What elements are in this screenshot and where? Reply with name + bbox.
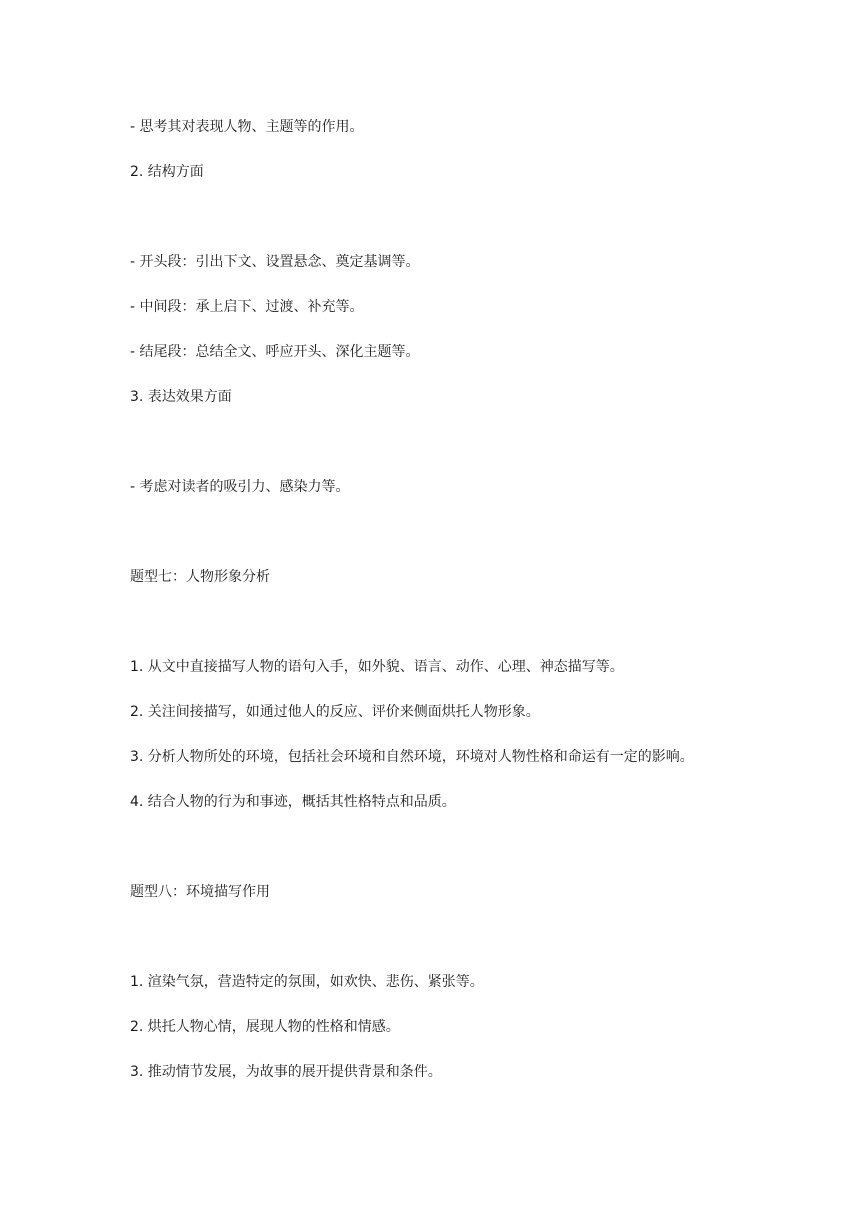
text-line: 1. 从文中直接描写人物的语句入手，如外貌、语言、动作、心理、神态描写等。 <box>130 659 624 675</box>
text-line: - 思考其对表现人物、主题等的作用。 <box>130 119 364 135</box>
text-line: 4. 结合人物的行为和事迹，概括其性格特点和品质。 <box>130 794 456 810</box>
text-line: 3. 推动情节发展，为故事的展开提供背景和条件。 <box>130 1064 442 1080</box>
text-line: 2. 烘托人物心情，展现人物的性格和情感。 <box>130 1019 400 1035</box>
text-line: - 中间段：承上启下、过渡、补充等。 <box>130 299 364 315</box>
text-line: - 考虑对读者的吸引力、感染力等。 <box>130 479 350 495</box>
text-line: 3. 分析人物所处的环境，包括社会环境和自然环境，环境对人物性格和命运有一定的影响。 <box>130 749 694 765</box>
section-heading: 3. 表达效果方面 <box>130 389 232 405</box>
text-line: - 开头段：引出下文、设置悬念、奠定基调等。 <box>130 254 420 270</box>
text-line: - 结尾段：总结全文、呼应开头、深化主题等。 <box>130 344 420 360</box>
question-type-heading: 题型八：环境描写作用 <box>130 884 270 900</box>
question-type-heading: 题型七：人物形象分析 <box>130 569 270 585</box>
text-line: 2. 关注间接描写，如通过他人的反应、评价来侧面烘托人物形象。 <box>130 704 540 720</box>
section-heading: 2. 结构方面 <box>130 164 204 180</box>
text-line: 1. 渲染气氛，营造特定的氛围，如欢快、悲伤、紧张等。 <box>130 974 484 990</box>
